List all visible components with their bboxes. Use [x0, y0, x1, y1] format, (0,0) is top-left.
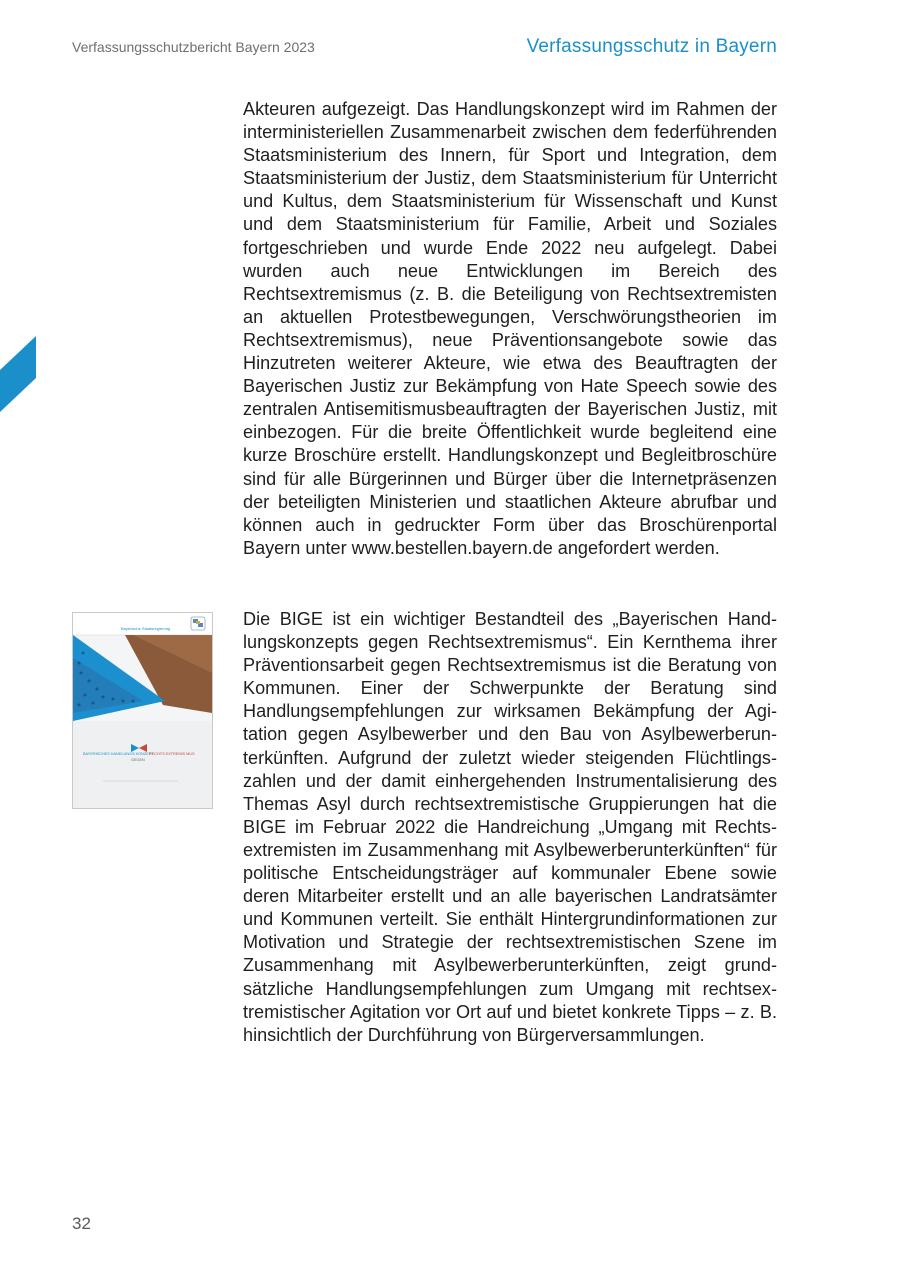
cover-title-middle: GEGEN [131, 758, 145, 762]
page-number: 32 [72, 1214, 91, 1233]
section-title: Verfassungsschutz in Bayern [526, 36, 777, 57]
bavarian-coat-of-arms-icon [191, 617, 205, 630]
brochure-cover-image [72, 612, 213, 809]
cover-title-right: RECHTS EXTREMIS MUS [149, 752, 195, 756]
body-paragraph: Die BIGE ist ein wichtiger Bestandteil des „Bayerischen Handlungskonzepts gegen Rechtsextremismus“. Ein Kernthema ihrer Präventionsarbeit gegen Rechtsextremismus ist die Beratung von Kommunen. Einer der Schwerpunkte der Beratung sind Handlungsempfehlungen zur wirksamen Bekämpfung der Agitation gegen Asylbewerber und den Bau von Asylbewerberunterkünften. Aufgrund der zuletzt wieder steigenden Flüchtlingszahlen und der damit einhergehenden Instrumentalisierung des Themas Asyl durch rechtsextremistische Gruppierungen hat die BIGE im Februar 2022 die Handreichung „Umgang mit Rechtsextremisten im Zusammenhang mit Asylbewerberunterkünften“ für politische Entscheidungsträger auf kommunaler Ebene sowie deren Mitarbeiter erstellt und an alle bayerischen Landratsämter und Kommunen verteilt. Sie enthält Hintergrundinformationen zur Motivation und Strategie der rechtsextremistischen Szene im Zusammenhang mit Asylbewerberunterkünften, zeigt grundsätzliche Handlungsempfehlungen zum Umgang mit rechtsextremistischer Agitation vor Ort auf und bietet konkrete Tipps – z. B. hinsichtlich der Durchführung von Bürgerversammlungen. [243, 609, 777, 1045]
cover-publisher: Bayerische Staatsregierung [121, 626, 171, 631]
cover-title-left: BAYERISCHES HANDLUNGS KONZEPT [83, 752, 154, 756]
running-title: Verfassungsschutzbericht Bayern 2023 [72, 39, 315, 55]
body-paragraph: Akteuren aufgezeigt. Das Handlungskonzept wird im Rahmen der interministeriellen Zusammenarbeit zwischen dem federführenden Staatsministerium des Innern, für Sport und Integration, dem Staatsministerium der Justiz, dem Staatsministerium für Unterricht und Kultus, dem Staatsministerium für Wissenschaft und Kunst und dem Staatsministerium für Familie, Arbeit und Soziales fortgeschrieben und wurde Ende 2022 neu aufgelegt. Dabei wurden auch neue Entwicklungen im Bereich des Rechtsextremismus (z. B. die Beteiligung von Rechtsextremisten an aktuellen Protestbewegungen, Verschwörungstheorien im Rechtsextremismus), neue Präventionsangebote sowie das Hinzutreten weiterer Akteure, wie etwa des Beauftragten der Bayerischen Justiz zur Bekämpfung von Hate Speech sowie des zentralen Antisemitismusbeauftragten der Bayerischen Justiz, mit einbezogen. Für die breite Öffentlichkeit wurde begleitend eine kurze Broschüre erstellt. Handlungskonzept und Begleitbroschüre sind für alle Bürgerinnen und Bürger über die Internetpräsenzen der beteiligten Ministerien und staatlichen Akteure abrufbar und können auch in gedruckter Form über das Broschürenportal Bayern unter www.bestellen.bayern.de angefordert werden. [243, 99, 777, 558]
